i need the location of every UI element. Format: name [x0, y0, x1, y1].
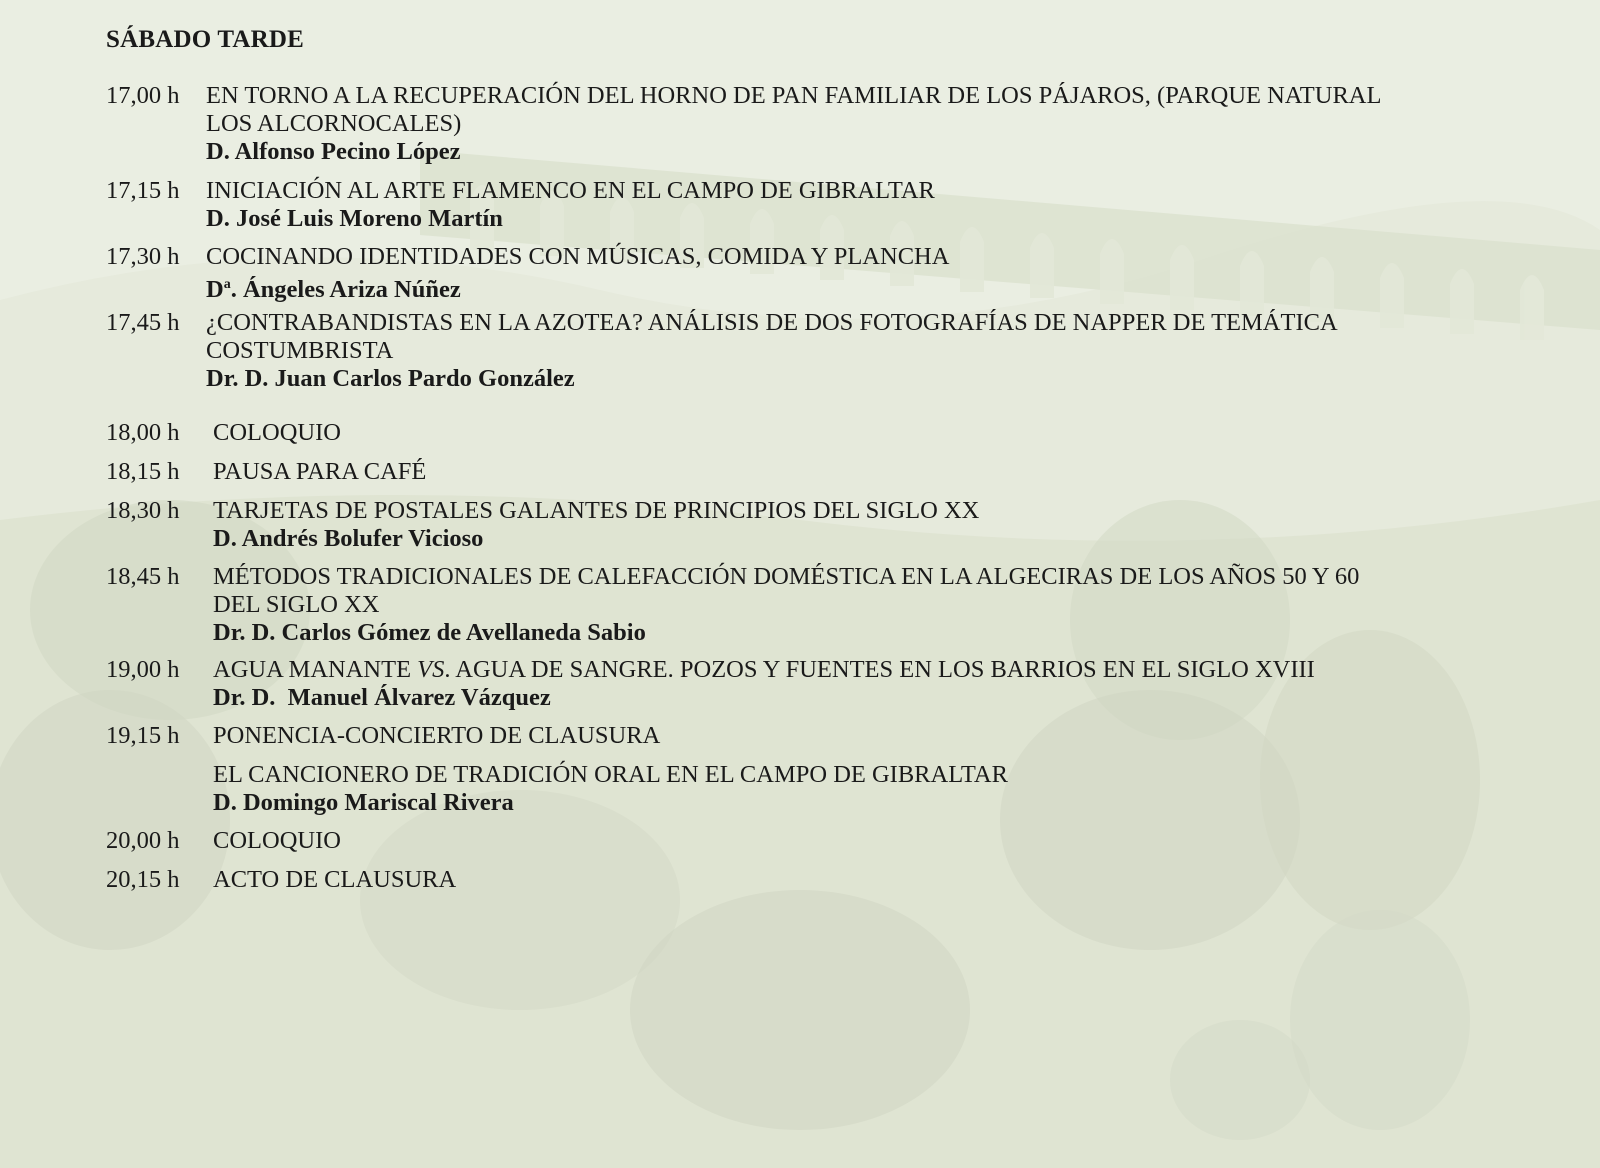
entry-title: INICIACIÓN AL ARTE FLAMENCO EN EL CAMPO DE GIBRALTAR [206, 177, 935, 204]
entry-speaker: D. José Luis Moreno Martín [206, 205, 503, 232]
entry-time: 20,00 h [106, 827, 180, 854]
entry-time: 17,15 h [106, 177, 180, 204]
entry-title: TARJETAS DE POSTALES GALANTES DE PRINCIPIOS DEL SIGLO XX [213, 497, 980, 524]
entry-time: 18,15 h [106, 458, 180, 485]
entry-title: AGUA MANANTE VS. AGUA DE SANGRE. POZOS Y FUENTES EN LOS BARRIOS EN EL SIGLO XVIII [213, 656, 1315, 683]
entry-title: EN TORNO A LA RECUPERACIÓN DEL HORNO DE PAN FAMILIAR DE LOS PÁJAROS, (PARQUE NATURAL LOS ALCORNOCALES) [206, 82, 1382, 137]
entry-speaker: $D^a$. Ángeles Ariza Núñez [206, 276, 461, 304]
entry-title: ¿CONTRABANDISTAS EN LA AZOTEA? ANÁLISIS DE DOS FOTOGRAFÍAS DE NAPPER DE TEMÁTICA COSTUMBRISTA [206, 309, 1338, 364]
entry-title: COLOQUIO [213, 419, 341, 446]
entry-speaker: Dr. D. Manuel Álvarez Vázquez [213, 684, 551, 711]
entry-time: 18,00 h [106, 419, 180, 446]
entry-title: MÉTODOS TRADICIONALES DE CALEFACCIÓN DOMÉSTICA EN LA ALGECIRAS DE LOS AÑOS 50 Y 60 DEL SIGLO XX [213, 563, 1360, 618]
entry-speaker: D. Andrés Bolufer Vicioso [213, 525, 484, 552]
entry-time: 19,00 h [106, 656, 180, 683]
entry-time: 18,45 h [106, 563, 180, 590]
entry-speaker: D. Domingo Mariscal Rivera [213, 789, 514, 816]
entry-title: EL CANCIONERO DE TRADICIÓN ORAL EN EL CAMPO DE GIBRALTAR [213, 761, 1008, 788]
entry-time: 17,45 h [106, 309, 180, 336]
entry-time: 19,15 h [106, 722, 180, 749]
entry-title: ACTO DE CLAUSURA [213, 866, 457, 893]
entry-speaker: Dr. D. Carlos Gómez de Avellaneda Sabio [213, 619, 646, 646]
entry-time: 17,00 h [106, 82, 180, 109]
entry-title: COLOQUIO [213, 827, 341, 854]
section-heading: SÁBADO TARDE [106, 26, 305, 53]
entry-time: 20,15 h [106, 866, 180, 893]
entry-time: 18,30 h [106, 497, 180, 524]
entry-title: COCINANDO IDENTIDADES CON MÚSICAS, COMIDA Y PLANCHA [206, 243, 950, 270]
entry-speaker: D. Alfonso Pecino López [206, 138, 461, 165]
entry-title: PAUSA PARA CAFÉ [213, 458, 427, 485]
entry-title: PONENCIA-CONCIERTO DE CLAUSURA [213, 722, 661, 749]
entry-time: 17,30 h [106, 243, 180, 270]
entry-speaker: Dr. D. Juan Carlos Pardo González [206, 365, 575, 392]
